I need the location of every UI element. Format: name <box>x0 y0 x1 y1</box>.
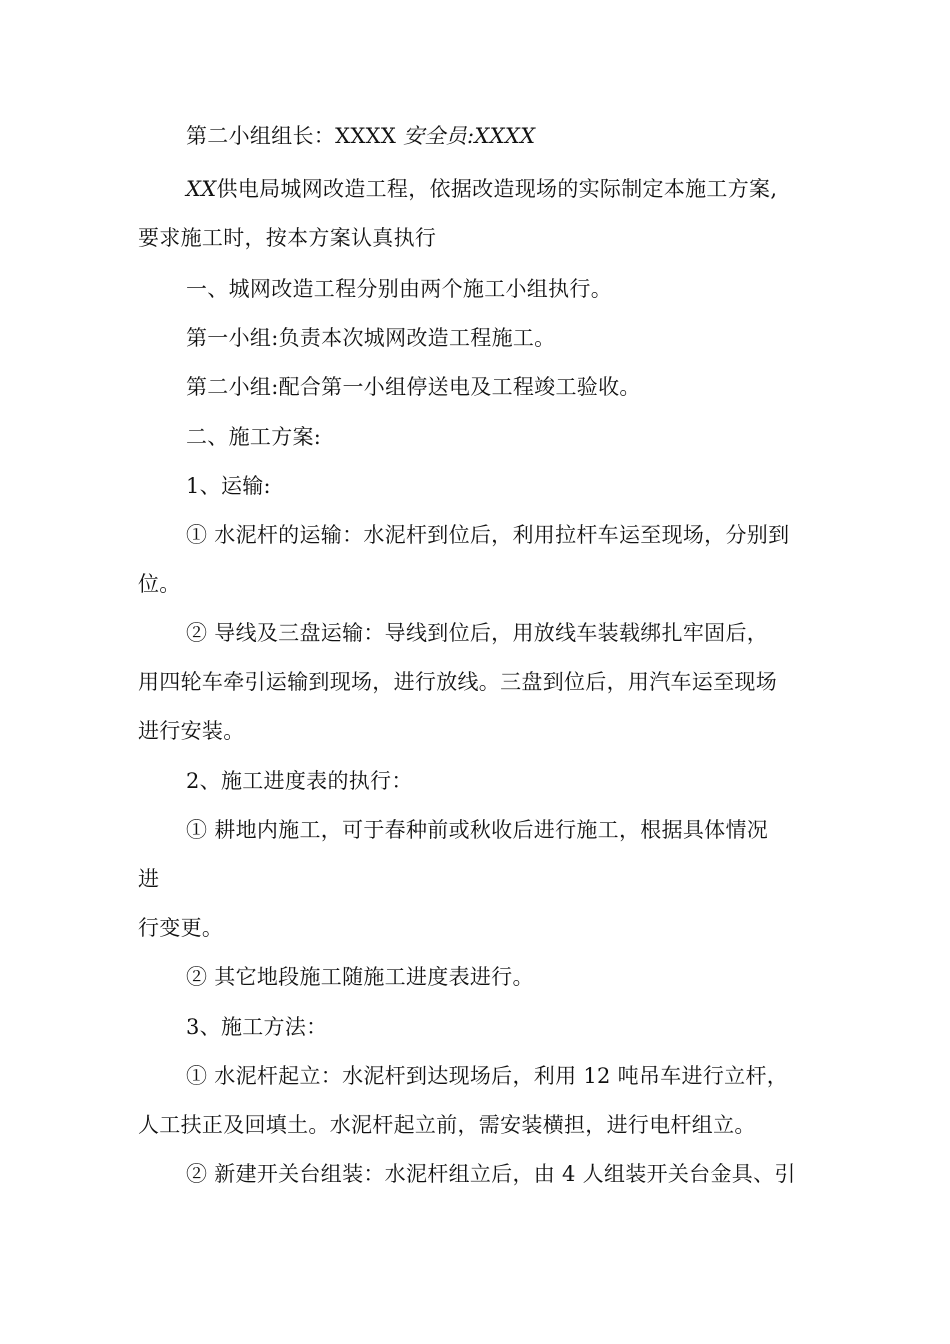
wire-transport-line-1: ② 导线及三盘运输：导线到位后，用放线车装载绑扎牢固后， <box>186 621 769 645</box>
safety-officer-text: 安全员:XXXX <box>403 124 536 148</box>
pole-transport-line-1: ① 水泥杆的运输：水泥杆到位后，利用拉杆车运至现场，分别到 <box>186 523 790 547</box>
subsection-schedule-heading: 2、施工进度表的执行： <box>186 769 413 793</box>
intro-text: 供电局城网改造工程，依据改造现场的实际制定本施工方案, <box>216 177 778 201</box>
xx-placeholder-text: XX <box>186 177 217 201</box>
other-sections-line: ② 其它地段施工随施工进度表进行。 <box>186 965 534 989</box>
pole-transport-line-2: 位。 <box>138 572 181 596</box>
subsection-transport-heading: 1、运输: <box>186 474 271 498</box>
pole-erection-line-2: 人工扶正及回填土。水泥杆起立前，需安装横担，进行电杆组立。 <box>138 1113 756 1137</box>
subsection-method-heading: 3、施工方法： <box>186 1015 328 1039</box>
wire-transport-line-3: 进行安装。 <box>138 719 245 743</box>
section-two-heading: 二、施工方案: <box>186 425 322 449</box>
intro-paragraph-line-2: 要求施工时，按本方案认真执行 <box>138 226 437 250</box>
switch-station-line-1: ② 新建开关台组装：水泥杆组立后，由 4 人组装开关台金具、引 <box>186 1162 796 1186</box>
farmland-work-line-2: 进 <box>138 867 160 891</box>
group-two-duty: 第二小组:配合第一小组停送电及工程竣工验收。 <box>186 375 641 399</box>
group-two-leader-text: 第二小组组长：XXXX <box>186 124 404 148</box>
farmland-work-line-1: ① 耕地内施工，可于春种前或秋收后进行施工，根据具体情况 <box>186 818 769 842</box>
intro-paragraph-line-1 <box>186 174 777 204</box>
group-two-leader-line <box>186 121 535 151</box>
group-one-duty: 第一小组:负责本次城网改造工程施工。 <box>186 326 556 350</box>
section-one-heading: 一、城网改造工程分别由两个施工小组执行。 <box>186 277 612 301</box>
pole-erection-line-1: ① 水泥杆起立：水泥杆到达现场后，利用 12 吨吊车进行立杆， <box>186 1064 789 1088</box>
wire-transport-line-2: 用四轮车牵引运输到现场，进行放线。三盘到位后，用汽车运至现场 <box>138 670 777 694</box>
farmland-work-line-3: 行变更。 <box>138 916 224 940</box>
